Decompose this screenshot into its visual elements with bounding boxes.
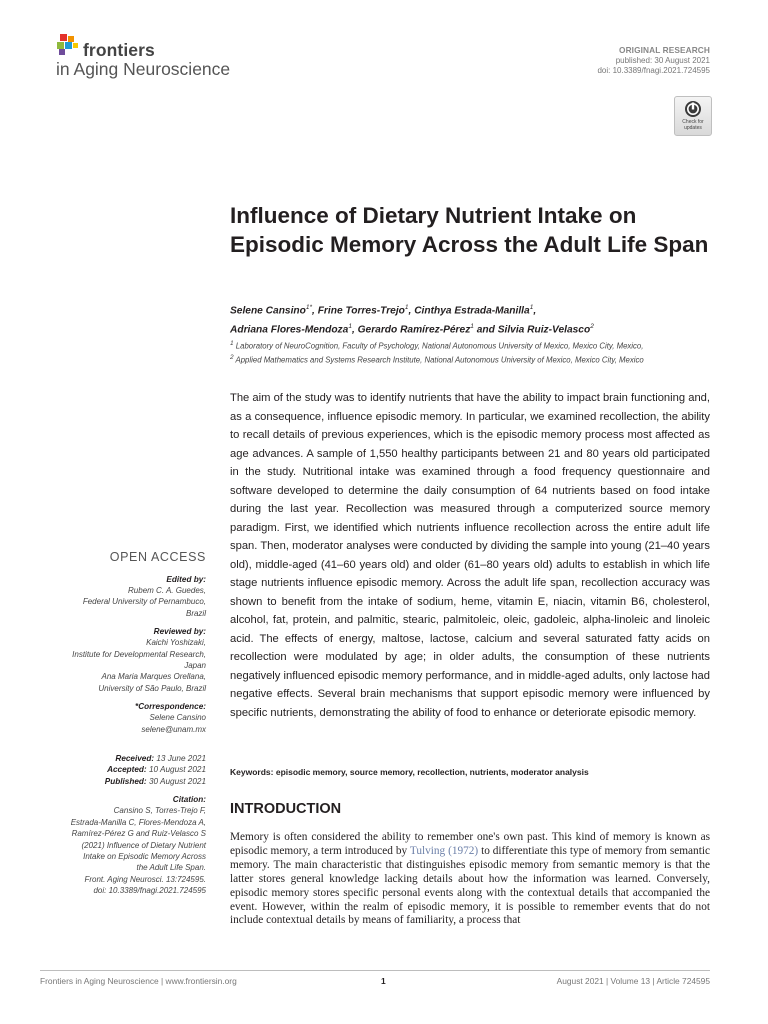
author-affiliation-mark: 1 xyxy=(404,304,409,311)
author-separator: , xyxy=(533,305,537,317)
author-separator: , xyxy=(408,305,415,317)
author-separator: , xyxy=(351,324,358,336)
keywords-label: Keywords: xyxy=(230,767,274,777)
affiliation-text: Applied Mathematics and Systems Research Institute, National Autonomous University of Mexico, Mexico City, Mexico xyxy=(235,355,644,365)
paragraph-text: Memory is often considered the ability to remember one's own past. This kind of memory is known as episodic memory, a term introduced by xyxy=(230,831,710,857)
abstract: The aim of the study was to identify nutrients that have the ability to impact brain functioning and, as a consequence, influence episodic memory. In particular, we examined recollection, the ability to recall details of previous experiences, which is the episodic memory process most affected as age advances. A sample of 1,550 healthy participants between 21 and 80 years old participated in the study. Nutritional intake was examined through a food frequency questionnaire and software developed to determine the daily consumption of 64 nutrients based on food intake during the last year. Recollection was measured through a computerized source memory paradigm. First, we identified which nutrients influence recollection across the entire adult life span. Then, moderator analyses were conducted by dividing the sample into young (21–40 years old), middle-aged (41–60 years old) and older (61–80 years old) adults to establish in which life stage nutrients influence episodic memory. Across the adult life span, recollection accuracy was shown to benefit from the intake of sodium, heme, vitamin E, niacin, vitamin B6, cholesterol, alcohol, fat, protein, and palmitic, stearic, palmitoleic, oleic, gadoleic, alpha-linoleic and linoleic acid. The effects of energy, maltose, lactose, calcium and several saturated fatty acids on recollection were modulated by age; in older adults, the consumption of these nutrients negatively influenced episodic memory performance, and in middle-aged adults, only lactose had negative effects. Several brain mechanisms that support episodic memory were influenced by specific nutrients, demonstrating the ability of food to enhance or deteriorate episodic memory. xyxy=(230,392,710,719)
author-name[interactable]: Selene Cansino xyxy=(230,305,306,317)
keywords xyxy=(230,767,710,777)
received-label: Received: xyxy=(115,754,155,764)
citation-line: Estrada-Manilla C, Flores-Mendoza A, xyxy=(70,817,206,827)
article-title: Influence of Dietary Nutrient Intake on Episodic Memory Across the Adult Life Span xyxy=(230,203,709,257)
received-value: 13 June 2021 xyxy=(156,754,206,764)
author-affiliation-mark: 1 xyxy=(470,323,474,331)
article-meta xyxy=(597,45,710,77)
author-separator: , xyxy=(312,305,318,317)
brand-name: frontiers xyxy=(83,40,155,60)
reviewer-line[interactable]: Kaichi Yoshizaki, xyxy=(146,638,206,648)
check-updates-label: Check for updates xyxy=(682,119,704,131)
check-for-updates-badge[interactable] xyxy=(674,96,712,136)
author-affiliation-mark: 1 xyxy=(348,323,352,331)
check-updates-icon xyxy=(684,100,702,118)
affiliation-text: Laboratory of NeuroCognition, Faculty of Psychology, National Autonomous University of Mexico, Mexico City, Mexico, xyxy=(235,341,644,351)
affiliation-line xyxy=(230,352,710,366)
author-name[interactable]: Frine Torres-Trejo xyxy=(317,305,405,317)
journal-name: in Aging Neuroscience xyxy=(56,59,231,79)
author-separator: and xyxy=(473,324,498,336)
citation-doi[interactable]: doi: 10.3389/fnagi.2021.724595 xyxy=(93,886,206,896)
published-date-sidebar xyxy=(40,776,206,787)
author-name[interactable]: Silvia Ruiz-Velasco xyxy=(497,324,591,336)
footer-journal-link[interactable]: Frontiers in Aging Neuroscience | www.frontiersin.org xyxy=(40,976,237,986)
author-affiliation-mark: 2 xyxy=(590,323,594,331)
citation-link[interactable]: Tulving (1972) xyxy=(409,844,479,857)
affiliation-mark: 1 xyxy=(230,340,234,347)
page-number: 1 xyxy=(381,976,386,986)
reviewer-line: University of São Paulo, Brazil xyxy=(98,683,206,693)
edited-by-label: Edited by: xyxy=(166,575,206,584)
affiliation-mark: 2 xyxy=(230,353,234,361)
citation-line: the Adult Life Span. xyxy=(136,863,206,873)
frontiers-logo-icon xyxy=(56,34,80,56)
footer-issue-info: August 2021 | Volume 13 | Article 724595 xyxy=(556,976,710,986)
footer-divider xyxy=(40,970,710,971)
author-affiliation-mark: 1* xyxy=(305,304,313,311)
section-heading: INTRODUCTION xyxy=(230,801,342,817)
article-doi[interactable]: doi: 10.3389/fnagi.2021.724595 xyxy=(597,66,710,75)
section-paragraph xyxy=(230,831,710,928)
correspondence-email[interactable]: selene@unam.mx xyxy=(141,724,206,734)
correspondence-label: *Correspondence: xyxy=(135,702,206,712)
citation-line: Front. Aging Neurosci. 13:724595. xyxy=(84,874,206,884)
editor-line[interactable]: Rubem C. A. Guedes, xyxy=(128,586,206,595)
correspondence-name: Selene Cansino xyxy=(149,713,206,723)
author-name[interactable]: Adriana Flores-Mendoza xyxy=(230,324,349,336)
author-affiliation-mark: 1 xyxy=(529,304,534,311)
paragraph-text: to differentiate this type of memory from semantic memory. The main characteristic that distinguishes episodic memory from semantic memory is that the latter stores general knowledge lacking details about how the information was learned. Conversely, episodic memory stores specific personal events along with the contextual details that accompanied the event. However, within the realm of episodic memory, it is possible to remember events that do not include contextual details by means of familiarity, a process that xyxy=(230,844,710,927)
published-date: published: 30 August 2021 xyxy=(615,55,710,65)
citation-label: Citation: xyxy=(172,795,206,805)
editor-line: Brazil xyxy=(185,608,206,618)
citation-line: Intake on Episodic Memory Across xyxy=(83,851,206,861)
article-type: ORIGINAL RESEARCH xyxy=(619,45,710,55)
received-date xyxy=(40,753,206,764)
open-access-label: OPEN ACCESS xyxy=(109,550,206,564)
citation-line: Ramírez-Pérez G and Ruiz-Velasco S xyxy=(71,829,206,839)
accepted-date xyxy=(40,764,206,775)
reviewer-line: Japan xyxy=(184,661,206,671)
author-name[interactable]: Gerardo Ramírez-Pérez xyxy=(357,324,471,336)
accepted-label: Accepted: xyxy=(107,765,147,775)
citation-line: Cansino S, Torres-Trejo F, xyxy=(113,806,206,816)
citation-line: (2021) Influence of Dietary Nutrient xyxy=(81,840,206,850)
reviewer-line: Institute for Developmental Research, xyxy=(72,649,206,659)
journal-logo[interactable] xyxy=(56,32,296,84)
keywords-list: episodic memory, source memory, recollection, nutrients, moderator analysis xyxy=(275,767,589,777)
author-name[interactable]: Cinthya Estrada-Manilla xyxy=(414,305,530,317)
author-list xyxy=(230,300,710,339)
reviewer-line[interactable]: Ana Maria Marques Orellana, xyxy=(101,672,206,682)
affiliation-line xyxy=(230,338,710,352)
published-label: Published: xyxy=(104,776,147,786)
reviewed-by-label: Reviewed by: xyxy=(153,627,206,637)
editor-line: Federal University of Pernambuco, xyxy=(82,597,206,607)
affiliations xyxy=(230,338,710,365)
published-value: 30 August 2021 xyxy=(148,776,206,786)
accepted-value: 10 August 2021 xyxy=(148,765,206,775)
article-sidebar xyxy=(40,550,206,897)
